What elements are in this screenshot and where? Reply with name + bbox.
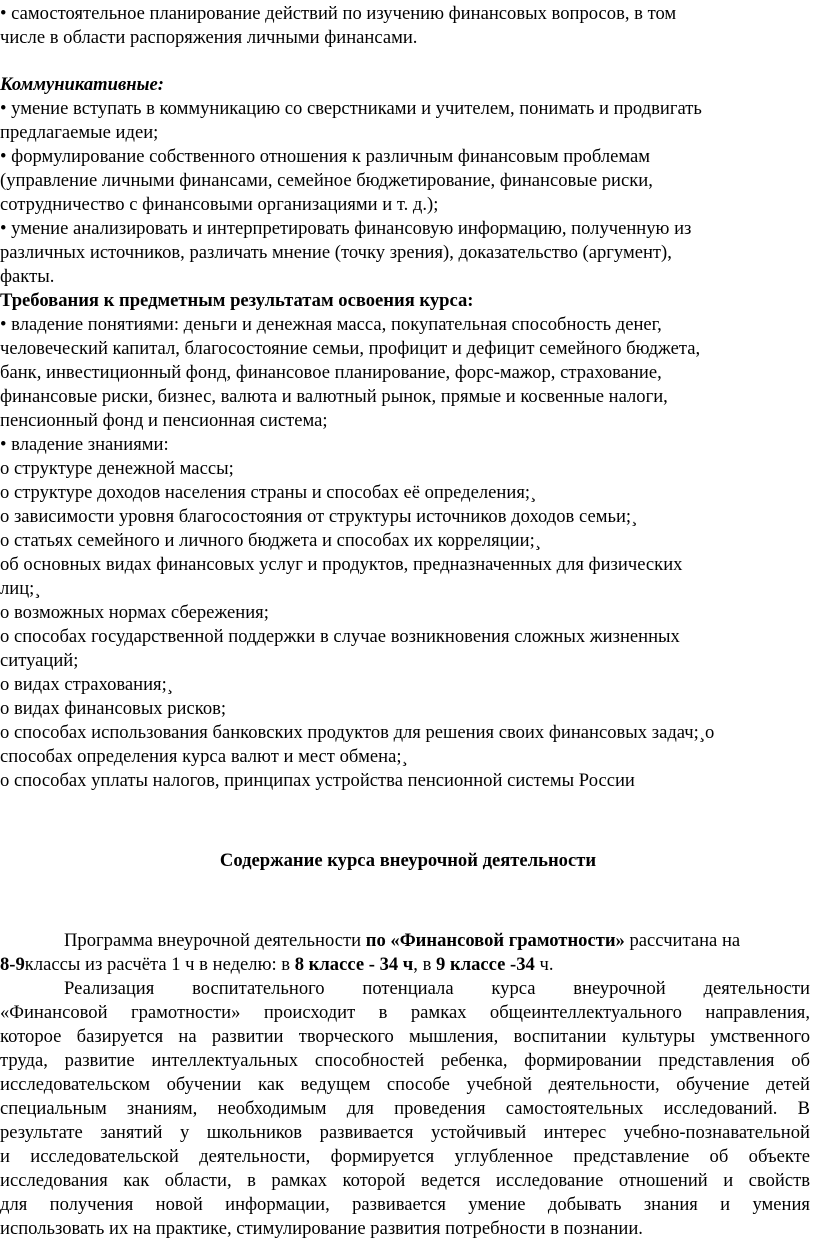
list-item: • владение понятиями: деньги и денежная масса, покупательная способность денег, [0, 314, 662, 335]
paragraph-line: исследовательском обучении как ведущем способе учебной деятельности, обучение детей [0, 1074, 810, 1095]
list-item: пенсионный фонд и пенсионная система; [0, 410, 328, 431]
list-item: об основных видах финансовых услуг и продуктов, предназначенных для физических [0, 554, 683, 575]
list-item: • самостоятельное планирование действий по изучению финансовых вопросов, в том [0, 3, 677, 24]
list-item: числе в области распоряжения личными финансами. [0, 27, 418, 48]
paragraph-line: для получения новой информации, развивается умение добывать знания и умения [0, 1194, 810, 1215]
list-item: о способах использования банковских продуктов для решения своих финансовых задач;¸о [0, 722, 715, 743]
communicative-heading: Коммуникативные: [0, 74, 164, 95]
paragraph-line: которое базируется на развитии творческого мышления, воспитании культуры умственного [0, 1026, 810, 1047]
paragraph-line: и исследовательской деятельности, формируется углубленное представление об объекте [0, 1146, 810, 1167]
paragraph-line: результате занятий у школьников развивается устойчивый интерес учебно-познавательной [0, 1122, 810, 1143]
list-item: (управление личными финансами, семейное бюджетирование, финансовые риски, [0, 170, 653, 191]
list-item: о статьях семейного и личного бюджета и способах их корреляции;¸ [0, 530, 541, 551]
list-item: • владение знаниями: [0, 434, 169, 455]
list-item: • умение анализировать и интерпретировать финансовую информацию, полученную из [0, 218, 692, 239]
list-item: • формулирование собственного отношения к различным финансовым проблемам [0, 146, 651, 167]
paragraph-line: труда, развитие интеллектуальных способностей ребенка, формировании представления об [0, 1050, 810, 1071]
list-item: о зависимости уровня благосостояния от структуры источников доходов семьи;¸ [0, 506, 638, 527]
list-item: предлагаемые идеи; [0, 122, 159, 143]
paragraph-line: Реализация воспитательного потенциала курса внеурочной деятельности [64, 978, 810, 999]
list-item: • умение вступать в коммуникацию со сверстниками и учителем, понимать и продвигать [0, 98, 702, 119]
paragraph-line: исследования как области, в рамках которой ведется исследование отношений и свойств [0, 1170, 810, 1191]
list-item: о видах финансовых рисков; [0, 698, 227, 719]
list-item: о структуре денежной массы; [0, 458, 234, 479]
list-item: различных источников, различать мнение (точку зрения), доказательство (аргумент), [0, 242, 672, 263]
program-line-2: 8-9классы из расчёта 1 ч в неделю: в 8 классе - 34 ч, в 9 классе -34 ч. [0, 954, 554, 975]
list-item: о способах уплаты налогов, принципах устройства пенсионной системы России [0, 770, 635, 791]
list-item: сотрудничество с финансовыми организациями и т. д.); [0, 194, 439, 215]
list-item: о возможных нормах сбережения; [0, 602, 269, 623]
list-item: банк, инвестиционный фонд, финансовое планирование, форс-мажор, страхование, [0, 362, 662, 383]
subject-results-heading: Требования к предметным результатам освоения курса: [0, 290, 474, 311]
list-item: лиц;¸ [0, 578, 41, 599]
list-item: человеческий капитал, благосостояние семьи, профицит и дефицит семейного бюджета, [0, 338, 701, 359]
paragraph-line: «Финансовой грамотности» происходит в рамках общеинтеллектуального направления, [0, 1002, 810, 1023]
list-item: о способах государственной поддержки в случае возникновения сложных жизненных [0, 626, 680, 647]
list-item: ситуаций; [0, 650, 79, 671]
list-item: о видах страхования;¸ [0, 674, 173, 695]
list-item: о структуре доходов населения страны и способах её определения;¸ [0, 482, 537, 503]
paragraph-line: специальным знаниям, необходимым для проведения самостоятельных исследований. В [0, 1098, 810, 1119]
list-item: финансовые риски, бизнес, валюта и валютный рынок, прямые и косвенные налоги, [0, 386, 668, 407]
program-line-1: Программа внеурочной деятельности по «Финансовой грамотности» рассчитана на [64, 930, 741, 951]
section-title: Содержание курса внеурочной деятельности [219, 850, 597, 871]
list-item: способах определения курса валют и мест обмена;¸ [0, 746, 408, 767]
paragraph-line: использовать их на практике, стимулирование развития потребности в познании. [0, 1218, 643, 1239]
list-item: факты. [0, 266, 55, 287]
